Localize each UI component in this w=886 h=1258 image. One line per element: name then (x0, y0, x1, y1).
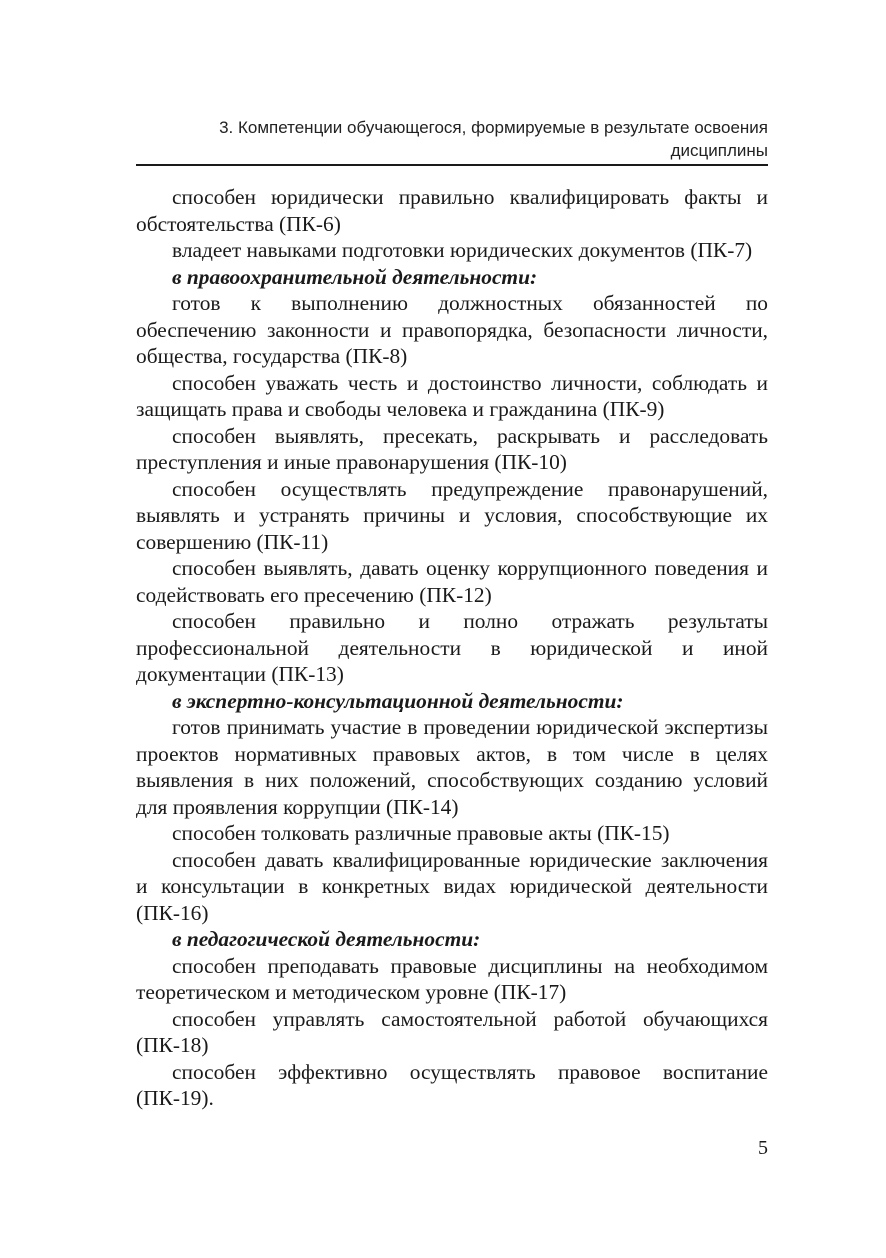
paragraph-pk17: способен преподавать правовые дисциплины на необходимом теоретическом и методическом уровне (ПК-17) (136, 953, 768, 1004)
page-body (136, 184, 768, 1112)
paragraph-pk14: готов принимать участие в проведении юридической экспертизы проектов нормативных правовых актов, в том числе в целях выявления в них положений, способствующих созданию условий для проявления коррупции (ПК-14) (136, 715, 768, 819)
paragraph-pk18: способен управлять самостоятельной работой обучающихся (ПК-18) (136, 1006, 768, 1057)
paragraph-pk16: способен давать квалифицированные юридические заключения и консультации в конкретных видах юридической деятельности (ПК-16) (136, 847, 768, 925)
header-divider (136, 164, 768, 166)
section-heading-expert-consulting: в экспертно-консультационной деятельности: (172, 688, 624, 713)
running-header-line-2: дисциплины (670, 141, 768, 160)
paragraph-pk13: способен правильно и полно отражать результаты профессиональной деятельности в юридической и иной документации (ПК-13) (136, 609, 768, 686)
page-number: 5 (758, 1137, 768, 1159)
paragraph-pk8: готов к выполнению должностных обязанностей по обеспечению законности и правопорядка, безопасности личности, общества, государства (ПК-8) (136, 291, 768, 368)
paragraph-pk15: способен толковать различные правовые акты (ПК-15) (172, 821, 670, 845)
paragraph-pk19: способен эффективно осуществлять правовое воспитание (ПК-19). (136, 1059, 768, 1110)
section-heading-pedagogical: в педагогической деятельности: (172, 927, 481, 951)
paragraph-pk10: способен выявлять, пресекать, раскрывать и расследовать преступления и иные правонарушения (ПК-10) (136, 423, 768, 474)
running-header-line-1: 3. Компетенции обучающегося, формируемые в результате освоения (219, 118, 768, 137)
paragraph-pk12: способен выявлять, давать оценку коррупционного поведения и содействовать его пресечению (ПК-12) (136, 556, 768, 607)
paragraph-pk7: владеет навыками подготовки юридических документов (ПК-7) (172, 238, 753, 262)
paragraph-pk11: способен осуществлять предупреждение правонарушений, выявлять и устранять причины и условия, способствующие их совершению (ПК-11) (136, 476, 768, 554)
section-heading-law-enforcement: в правоохранительной деятельности: (172, 264, 538, 289)
paragraph-pk6: способен юридически правильно квалифицировать факты и обстоятельства (ПК-6) (136, 185, 768, 236)
paragraph-pk9: способен уважать честь и достоинство личности, соблюдать и защищать права и свободы человека и гражданина (ПК-9) (136, 370, 768, 421)
running-header (136, 116, 768, 162)
